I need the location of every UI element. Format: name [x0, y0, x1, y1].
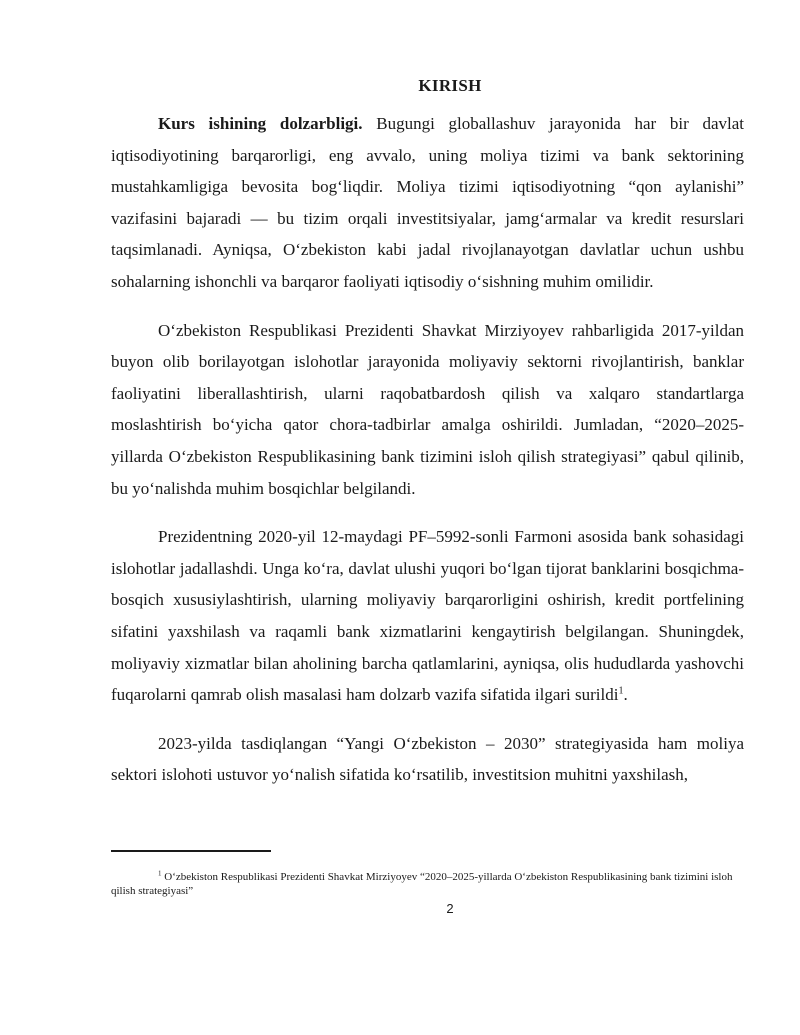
page-number: 2 — [446, 901, 454, 916]
paragraph-text: Bugungi globallashuv jarayonida har bir davlat iqtisodiyotining barqarorligi, eng avvalo, uning moliya tizimi va bank sektorining mustahkamligiga bevosita bog‘liqdir. Moliya tizimi iqtisodiyotning “qon aylanishi” vazifasini bajaradi — bu tizim orqali investitsiyalar, jamg‘armalar va kredit resurslari taqsimlanadi. Ayniqsa, O‘zbekiston kabi jadal rivojlanayotgan davlatlar uchun ushbu sohalarning ishonchli va barqaror faoliyati iqtisodiy o‘sishning muhim omilidir. — [111, 114, 745, 291]
paragraph-text: O‘zbekiston Respublikasi Prezidenti Shavkat Mirziyoyev rahbarligida 2017-yildan buyon olib borilayotgan islohotlar jarayonida moliyaviy sektorni rivojlantirish, banklar faoliyatini liberallashtirish, ularni raqobatbardosh qilish va xalqaro standartlarga moslashtirish bo‘yicha qator chora-tadbirlar amalga oshirildi. Jumladan, “2020–2025-yillarda O‘zbekiston Respublikasining bank tizimini isloh qilish strategiyasi” qabul qilinib, bu yo‘nalishda muhim bosqichlar belgilandi. — [111, 320, 744, 498]
body-text — [111, 108, 744, 791]
paragraph-decree — [111, 521, 744, 711]
footnote — [111, 870, 744, 898]
paragraph-text: 2023-yilda tasdiqlangan “Yangi O‘zbekiston – 2030” strategiyasida ham moliya sektori islohoti ustuvor yo‘nalish sifatida ko‘rsatilib, investitsion muhitni yaxshilash, — [111, 733, 744, 785]
paragraph-relevance — [111, 108, 744, 298]
footnote-divider — [111, 850, 271, 852]
footnote-text: O‘zbekiston Respublikasi Prezidenti Shavkat Mirziyoyev “2020–2025-yillarda O‘zbekiston Respublikasining bank tizimini isloh qilish strategiyasi” — [111, 871, 733, 897]
paragraph-reforms — [111, 315, 744, 505]
paragraph-lead: Kurs ishining dolzarbligi. — [158, 114, 363, 133]
footnote-reference[interactable]: 1 — [618, 685, 624, 697]
footnote-marker: 1 — [158, 869, 162, 878]
section-heading: KIRISH — [418, 76, 482, 95]
paragraph-strategy-2030 — [111, 728, 744, 791]
paragraph-tail: . — [623, 685, 628, 705]
paragraph-text: Prezidentning 2020-yil 12-maydagi PF–5992-sonli Farmoni asosida bank sohasidagi islohotlar jadallashdi. Unga ko‘ra, davlat ulushi yuqori bo‘lgan tijorat banklarini bosqichma-bosqich xususiylashtirish, ularning moliyaviy barqarorligini oshirish, kredit portfelining sifatini yaxshilash va raqamli bank xizmatlarini kengaytirish belgilangan. Shuningdek, moliyaviy xizmatlar bilan aholining barcha qatlamlarini, ayniqsa, olis hududlarda yashovchi fuqarolarni qamrab olish masalasi ham dolzarb vazifa sifatida ilgari surildi — [111, 527, 744, 705]
